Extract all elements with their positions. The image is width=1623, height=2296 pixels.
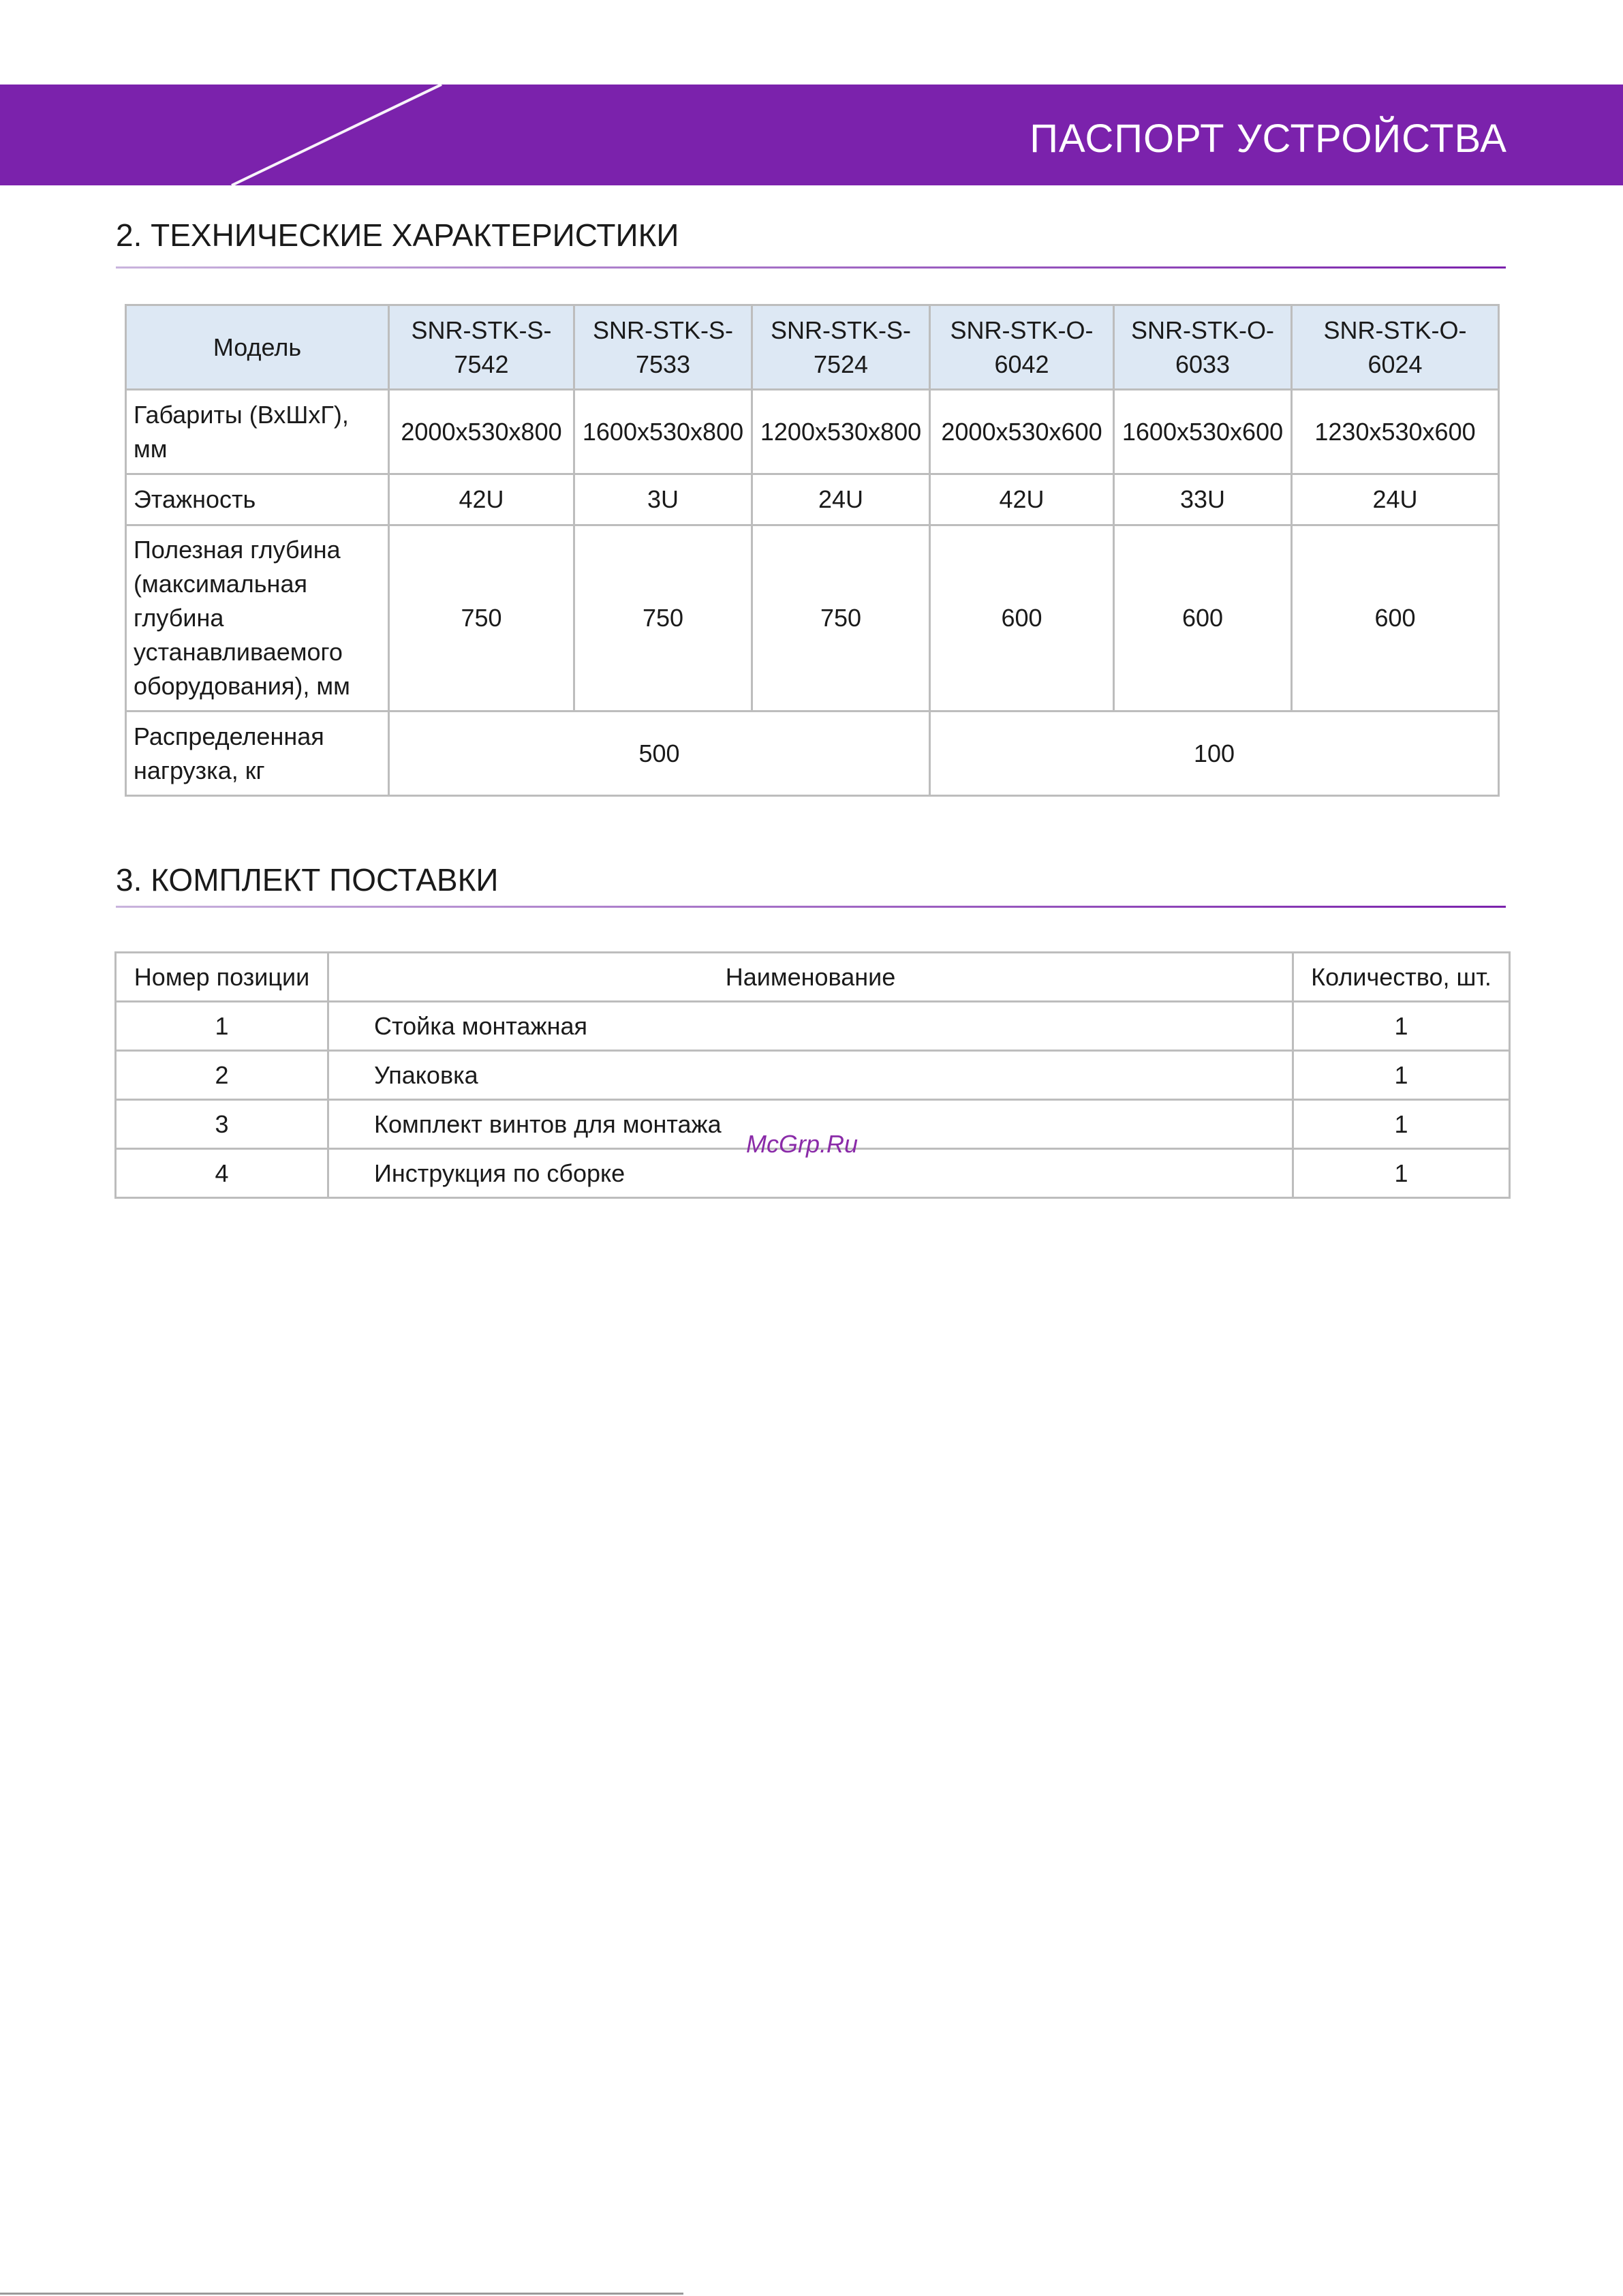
table-cell: 24U	[752, 474, 930, 525]
model-name: SNR-STK-O-6024	[1292, 305, 1499, 390]
table-cell: 750	[574, 525, 752, 711]
model-name: SNR-STK-S-7524	[752, 305, 930, 390]
column-header: Наименование	[328, 953, 1293, 1002]
table-cell: 750	[752, 525, 930, 711]
table-cell: 42U	[389, 474, 574, 525]
item-name: Стойка монтажная	[328, 1002, 1293, 1051]
table-cell: 24U	[1292, 474, 1499, 525]
table-cell: 42U	[930, 474, 1114, 525]
item-quantity: 1	[1293, 1100, 1510, 1149]
table-cell: 2000x530x600	[930, 390, 1114, 474]
column-header: Номер позиции	[116, 953, 328, 1002]
table-row	[126, 711, 1499, 796]
footer-divider	[0, 2293, 683, 2295]
model-name: SNR-STK-O-6033	[1114, 305, 1292, 390]
table-row	[116, 1051, 1510, 1100]
table-row	[126, 525, 1499, 711]
table-row	[126, 390, 1499, 474]
spec-header-row	[126, 305, 1499, 390]
item-name: Упаковка	[328, 1051, 1293, 1100]
row-label: Габариты (ВхШхГ), мм	[126, 390, 389, 474]
spec-table	[125, 304, 1500, 797]
table-cell: 100	[930, 711, 1499, 796]
watermark: McGrp.Ru	[746, 1130, 859, 1158]
table-cell: 500	[389, 711, 930, 796]
table-cell: 1600x530x800	[574, 390, 752, 474]
item-name: Инструкция по сборке	[328, 1149, 1293, 1198]
model-name: SNR-STK-O-6042	[930, 305, 1114, 390]
spec-section-title: 2. ТЕХНИЧЕСКИЕ ХАРАКТЕРИСТИКИ	[116, 217, 679, 253]
kit-section-title: 3. КОМПЛЕКТ ПОСТАВКИ	[116, 862, 499, 898]
table-cell: 600	[1114, 525, 1292, 711]
row-label: Полезная глубина (максимальная глубина устанавливаемого оборудования), мм	[126, 525, 389, 711]
item-number: 4	[116, 1149, 328, 1198]
table-cell: 1230x530x600	[1292, 390, 1499, 474]
model-name: SNR-STK-S-7533	[574, 305, 752, 390]
table-cell: 600	[1292, 525, 1499, 711]
table-cell: 2000x530x800	[389, 390, 574, 474]
row-label: Распределенная нагрузка, кг	[126, 711, 389, 796]
row-label: Этажность	[126, 474, 389, 525]
table-cell: 1600x530x600	[1114, 390, 1292, 474]
table-cell: 750	[389, 525, 574, 711]
item-quantity: 1	[1293, 1002, 1510, 1051]
spec-section-divider	[116, 266, 1506, 269]
spec-header-label: Модель	[126, 305, 389, 390]
table-cell: 33U	[1114, 474, 1292, 525]
item-number: 2	[116, 1051, 328, 1100]
model-name: SNR-STK-S-7542	[389, 305, 574, 390]
item-number: 3	[116, 1100, 328, 1149]
item-quantity: 1	[1293, 1051, 1510, 1100]
item-name: Комплект винтов для монтажа	[328, 1100, 1293, 1149]
kit-table	[114, 951, 1511, 1199]
table-cell: 600	[930, 525, 1114, 711]
table-row	[116, 1002, 1510, 1051]
page-header-title: ПАСПОРТ УСТРОЙСТВА	[1030, 117, 1507, 161]
header-band	[0, 85, 1623, 185]
item-quantity: 1	[1293, 1149, 1510, 1198]
table-cell: 3U	[574, 474, 752, 525]
kit-section-divider	[116, 906, 1506, 908]
column-header: Количество, шт.	[1293, 953, 1510, 1002]
table-cell: 1200x530x800	[752, 390, 930, 474]
table-row	[126, 474, 1499, 525]
kit-header-row	[116, 953, 1510, 1002]
item-number: 1	[116, 1002, 328, 1051]
